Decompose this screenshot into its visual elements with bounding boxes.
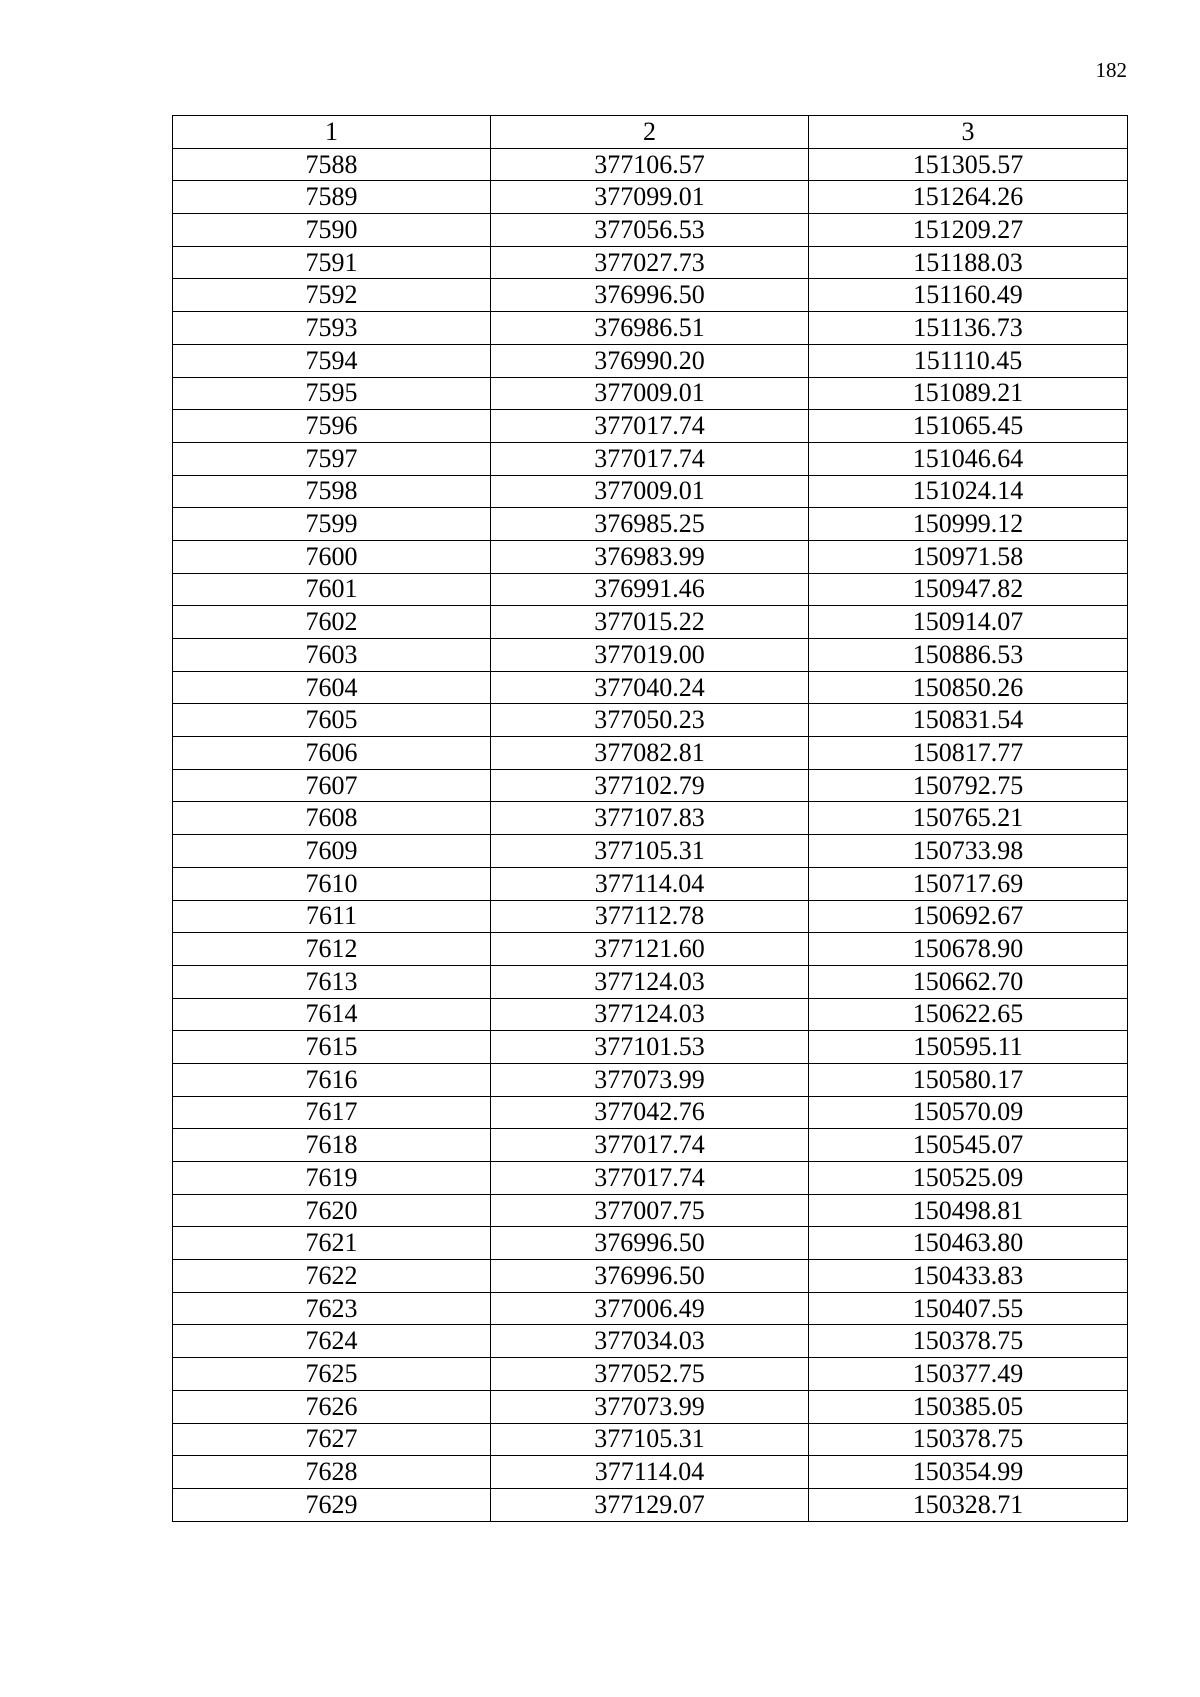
point-number-cell: 7615	[173, 1031, 491, 1064]
coord-x-cell: 377112.78	[491, 900, 809, 933]
coord-y-cell: 150433.83	[809, 1260, 1128, 1293]
coord-y-cell: 151024.14	[809, 475, 1128, 508]
coord-y-cell: 150570.09	[809, 1096, 1128, 1129]
coord-x-cell: 377017.74	[491, 1129, 809, 1162]
point-number-cell: 7596	[173, 410, 491, 443]
coord-y-cell: 150525.09	[809, 1162, 1128, 1195]
coord-y-cell: 150498.81	[809, 1194, 1128, 1227]
point-number-cell: 7605	[173, 704, 491, 737]
table-row	[173, 1260, 1128, 1293]
coord-x-cell: 376996.50	[491, 1260, 809, 1293]
coordinates-table	[172, 115, 1128, 1522]
point-number-cell: 7614	[173, 998, 491, 1031]
coord-y-cell: 150662.70	[809, 965, 1128, 998]
table-row	[173, 181, 1128, 214]
coord-y-cell: 150765.21	[809, 802, 1128, 835]
coord-x-cell: 377006.49	[491, 1292, 809, 1325]
table-body	[173, 116, 1128, 1522]
point-number-cell: 7590	[173, 214, 491, 247]
table-row	[173, 769, 1128, 802]
coord-x-cell: 377073.99	[491, 1063, 809, 1096]
coord-y-cell: 151209.27	[809, 214, 1128, 247]
table-row	[173, 246, 1128, 279]
coord-y-cell: 150354.99	[809, 1456, 1128, 1489]
table-row	[173, 1129, 1128, 1162]
coord-y-cell: 150622.65	[809, 998, 1128, 1031]
point-number-cell: 7601	[173, 573, 491, 606]
coord-x-cell: 377073.99	[491, 1390, 809, 1423]
coord-x-cell: 377107.83	[491, 802, 809, 835]
point-number-cell: 7594	[173, 344, 491, 377]
point-number-cell: 7607	[173, 769, 491, 802]
table-row	[173, 737, 1128, 770]
table-row	[173, 442, 1128, 475]
table-row	[173, 1325, 1128, 1358]
coord-x-cell: 377017.74	[491, 1162, 809, 1195]
coord-x-cell: 377034.03	[491, 1325, 809, 1358]
table-row	[173, 900, 1128, 933]
coord-x-cell: 377027.73	[491, 246, 809, 279]
table-row	[173, 1292, 1128, 1325]
table-row	[173, 344, 1128, 377]
coord-x-cell: 377124.03	[491, 998, 809, 1031]
coord-y-cell: 151110.45	[809, 344, 1128, 377]
coord-y-cell: 150850.26	[809, 671, 1128, 704]
coord-x-cell: 377082.81	[491, 737, 809, 770]
coord-x-cell: 377009.01	[491, 475, 809, 508]
point-number-cell: 7622	[173, 1260, 491, 1293]
coord-y-cell: 150831.54	[809, 704, 1128, 737]
coord-y-cell: 151065.45	[809, 410, 1128, 443]
coord-x-cell: 377114.04	[491, 867, 809, 900]
table-row	[173, 1488, 1128, 1521]
table-row	[173, 1358, 1128, 1391]
point-number-cell: 7606	[173, 737, 491, 770]
table-row	[173, 671, 1128, 704]
coord-y-cell: 150377.49	[809, 1358, 1128, 1391]
coord-y-cell: 151046.64	[809, 442, 1128, 475]
coord-x-cell: 377121.60	[491, 933, 809, 966]
table-row	[173, 1162, 1128, 1195]
point-number-cell: 7628	[173, 1456, 491, 1489]
coord-x-cell: 377114.04	[491, 1456, 809, 1489]
point-number-cell: 7588	[173, 148, 491, 181]
coord-x-cell: 377101.53	[491, 1031, 809, 1064]
point-number-cell: 7616	[173, 1063, 491, 1096]
coord-y-cell: 150378.75	[809, 1325, 1128, 1358]
point-number-cell: 7612	[173, 933, 491, 966]
point-number-cell: 7599	[173, 508, 491, 541]
table-row	[173, 639, 1128, 672]
point-number-cell: 7613	[173, 965, 491, 998]
table-row	[173, 867, 1128, 900]
point-number-cell: 7627	[173, 1423, 491, 1456]
table-row	[173, 312, 1128, 345]
coord-x-cell: 377105.31	[491, 835, 809, 868]
coord-y-cell: 151089.21	[809, 377, 1128, 410]
coord-x-cell: 377052.75	[491, 1358, 809, 1391]
coord-x-cell: 377009.01	[491, 377, 809, 410]
point-number-cell: 7604	[173, 671, 491, 704]
point-number-cell: 7592	[173, 279, 491, 312]
header-cell-3: 3	[809, 116, 1128, 149]
table-row	[173, 475, 1128, 508]
point-number-cell: 7621	[173, 1227, 491, 1260]
coord-x-cell: 377105.31	[491, 1423, 809, 1456]
coord-y-cell: 151160.49	[809, 279, 1128, 312]
coord-x-cell: 376996.50	[491, 279, 809, 312]
coord-y-cell: 151136.73	[809, 312, 1128, 345]
point-number-cell: 7595	[173, 377, 491, 410]
coord-x-cell: 377015.22	[491, 606, 809, 639]
table-row	[173, 1390, 1128, 1423]
page-number: 182	[1095, 58, 1127, 82]
coord-x-cell: 376983.99	[491, 540, 809, 573]
point-number-cell: 7603	[173, 639, 491, 672]
table-row	[173, 573, 1128, 606]
coord-x-cell: 376986.51	[491, 312, 809, 345]
table-row	[173, 508, 1128, 541]
coord-y-cell: 150545.07	[809, 1129, 1128, 1162]
point-number-cell: 7597	[173, 442, 491, 475]
coord-y-cell: 151264.26	[809, 181, 1128, 214]
coord-x-cell: 377129.07	[491, 1488, 809, 1521]
coord-y-cell: 150463.80	[809, 1227, 1128, 1260]
point-number-cell: 7600	[173, 540, 491, 573]
coord-x-cell: 377017.74	[491, 442, 809, 475]
point-number-cell: 7591	[173, 246, 491, 279]
header-cell-2: 2	[491, 116, 809, 149]
table-row	[173, 998, 1128, 1031]
coord-x-cell: 377102.79	[491, 769, 809, 802]
coord-x-cell: 377124.03	[491, 965, 809, 998]
coord-y-cell: 150971.58	[809, 540, 1128, 573]
coord-y-cell: 151305.57	[809, 148, 1128, 181]
coord-x-cell: 376985.25	[491, 508, 809, 541]
table-row	[173, 1423, 1128, 1456]
table-row	[173, 148, 1128, 181]
coord-y-cell: 150328.71	[809, 1488, 1128, 1521]
table-row	[173, 410, 1128, 443]
coord-y-cell: 151188.03	[809, 246, 1128, 279]
table-row	[173, 704, 1128, 737]
coord-y-cell: 150999.12	[809, 508, 1128, 541]
coord-x-cell: 377040.24	[491, 671, 809, 704]
coord-x-cell: 377007.75	[491, 1194, 809, 1227]
point-number-cell: 7620	[173, 1194, 491, 1227]
coord-y-cell: 150407.55	[809, 1292, 1128, 1325]
table-row	[173, 377, 1128, 410]
point-number-cell: 7609	[173, 835, 491, 868]
coord-y-cell: 150385.05	[809, 1390, 1128, 1423]
point-number-cell: 7602	[173, 606, 491, 639]
table-row	[173, 965, 1128, 998]
coord-x-cell: 377099.01	[491, 181, 809, 214]
coord-y-cell: 150595.11	[809, 1031, 1128, 1064]
table-row	[173, 279, 1128, 312]
coord-x-cell: 376996.50	[491, 1227, 809, 1260]
coord-x-cell: 377106.57	[491, 148, 809, 181]
point-number-cell: 7626	[173, 1390, 491, 1423]
coord-y-cell: 150717.69	[809, 867, 1128, 900]
table-row	[173, 802, 1128, 835]
point-number-cell: 7624	[173, 1325, 491, 1358]
coord-y-cell: 150914.07	[809, 606, 1128, 639]
point-number-cell: 7629	[173, 1488, 491, 1521]
point-number-cell: 7598	[173, 475, 491, 508]
point-number-cell: 7589	[173, 181, 491, 214]
point-number-cell: 7625	[173, 1358, 491, 1391]
table-row	[173, 835, 1128, 868]
point-number-cell: 7619	[173, 1162, 491, 1195]
coord-x-cell: 376991.46	[491, 573, 809, 606]
coord-x-cell: 377050.23	[491, 704, 809, 737]
point-number-cell: 7617	[173, 1096, 491, 1129]
table-row	[173, 606, 1128, 639]
coord-y-cell: 150378.75	[809, 1423, 1128, 1456]
coord-y-cell: 150947.82	[809, 573, 1128, 606]
header-cell-1: 1	[173, 116, 491, 149]
coord-x-cell: 377056.53	[491, 214, 809, 247]
table-row	[173, 540, 1128, 573]
coord-y-cell: 150678.90	[809, 933, 1128, 966]
coord-x-cell: 377019.00	[491, 639, 809, 672]
point-number-cell: 7593	[173, 312, 491, 345]
coord-x-cell: 376990.20	[491, 344, 809, 377]
table-row	[173, 1031, 1128, 1064]
coord-x-cell: 377042.76	[491, 1096, 809, 1129]
point-number-cell: 7623	[173, 1292, 491, 1325]
coord-y-cell: 150692.67	[809, 900, 1128, 933]
coord-y-cell: 150733.98	[809, 835, 1128, 868]
point-number-cell: 7608	[173, 802, 491, 835]
table-row	[173, 1096, 1128, 1129]
table-row	[173, 933, 1128, 966]
coord-y-cell: 150817.77	[809, 737, 1128, 770]
point-number-cell: 7618	[173, 1129, 491, 1162]
table-row	[173, 1063, 1128, 1096]
table-row	[173, 214, 1128, 247]
coord-y-cell: 150792.75	[809, 769, 1128, 802]
table-row	[173, 1194, 1128, 1227]
table-header-row	[173, 116, 1128, 149]
table-row	[173, 1227, 1128, 1260]
coord-y-cell: 150580.17	[809, 1063, 1128, 1096]
coord-x-cell: 377017.74	[491, 410, 809, 443]
coord-y-cell: 150886.53	[809, 639, 1128, 672]
table-row	[173, 1456, 1128, 1489]
point-number-cell: 7611	[173, 900, 491, 933]
point-number-cell: 7610	[173, 867, 491, 900]
